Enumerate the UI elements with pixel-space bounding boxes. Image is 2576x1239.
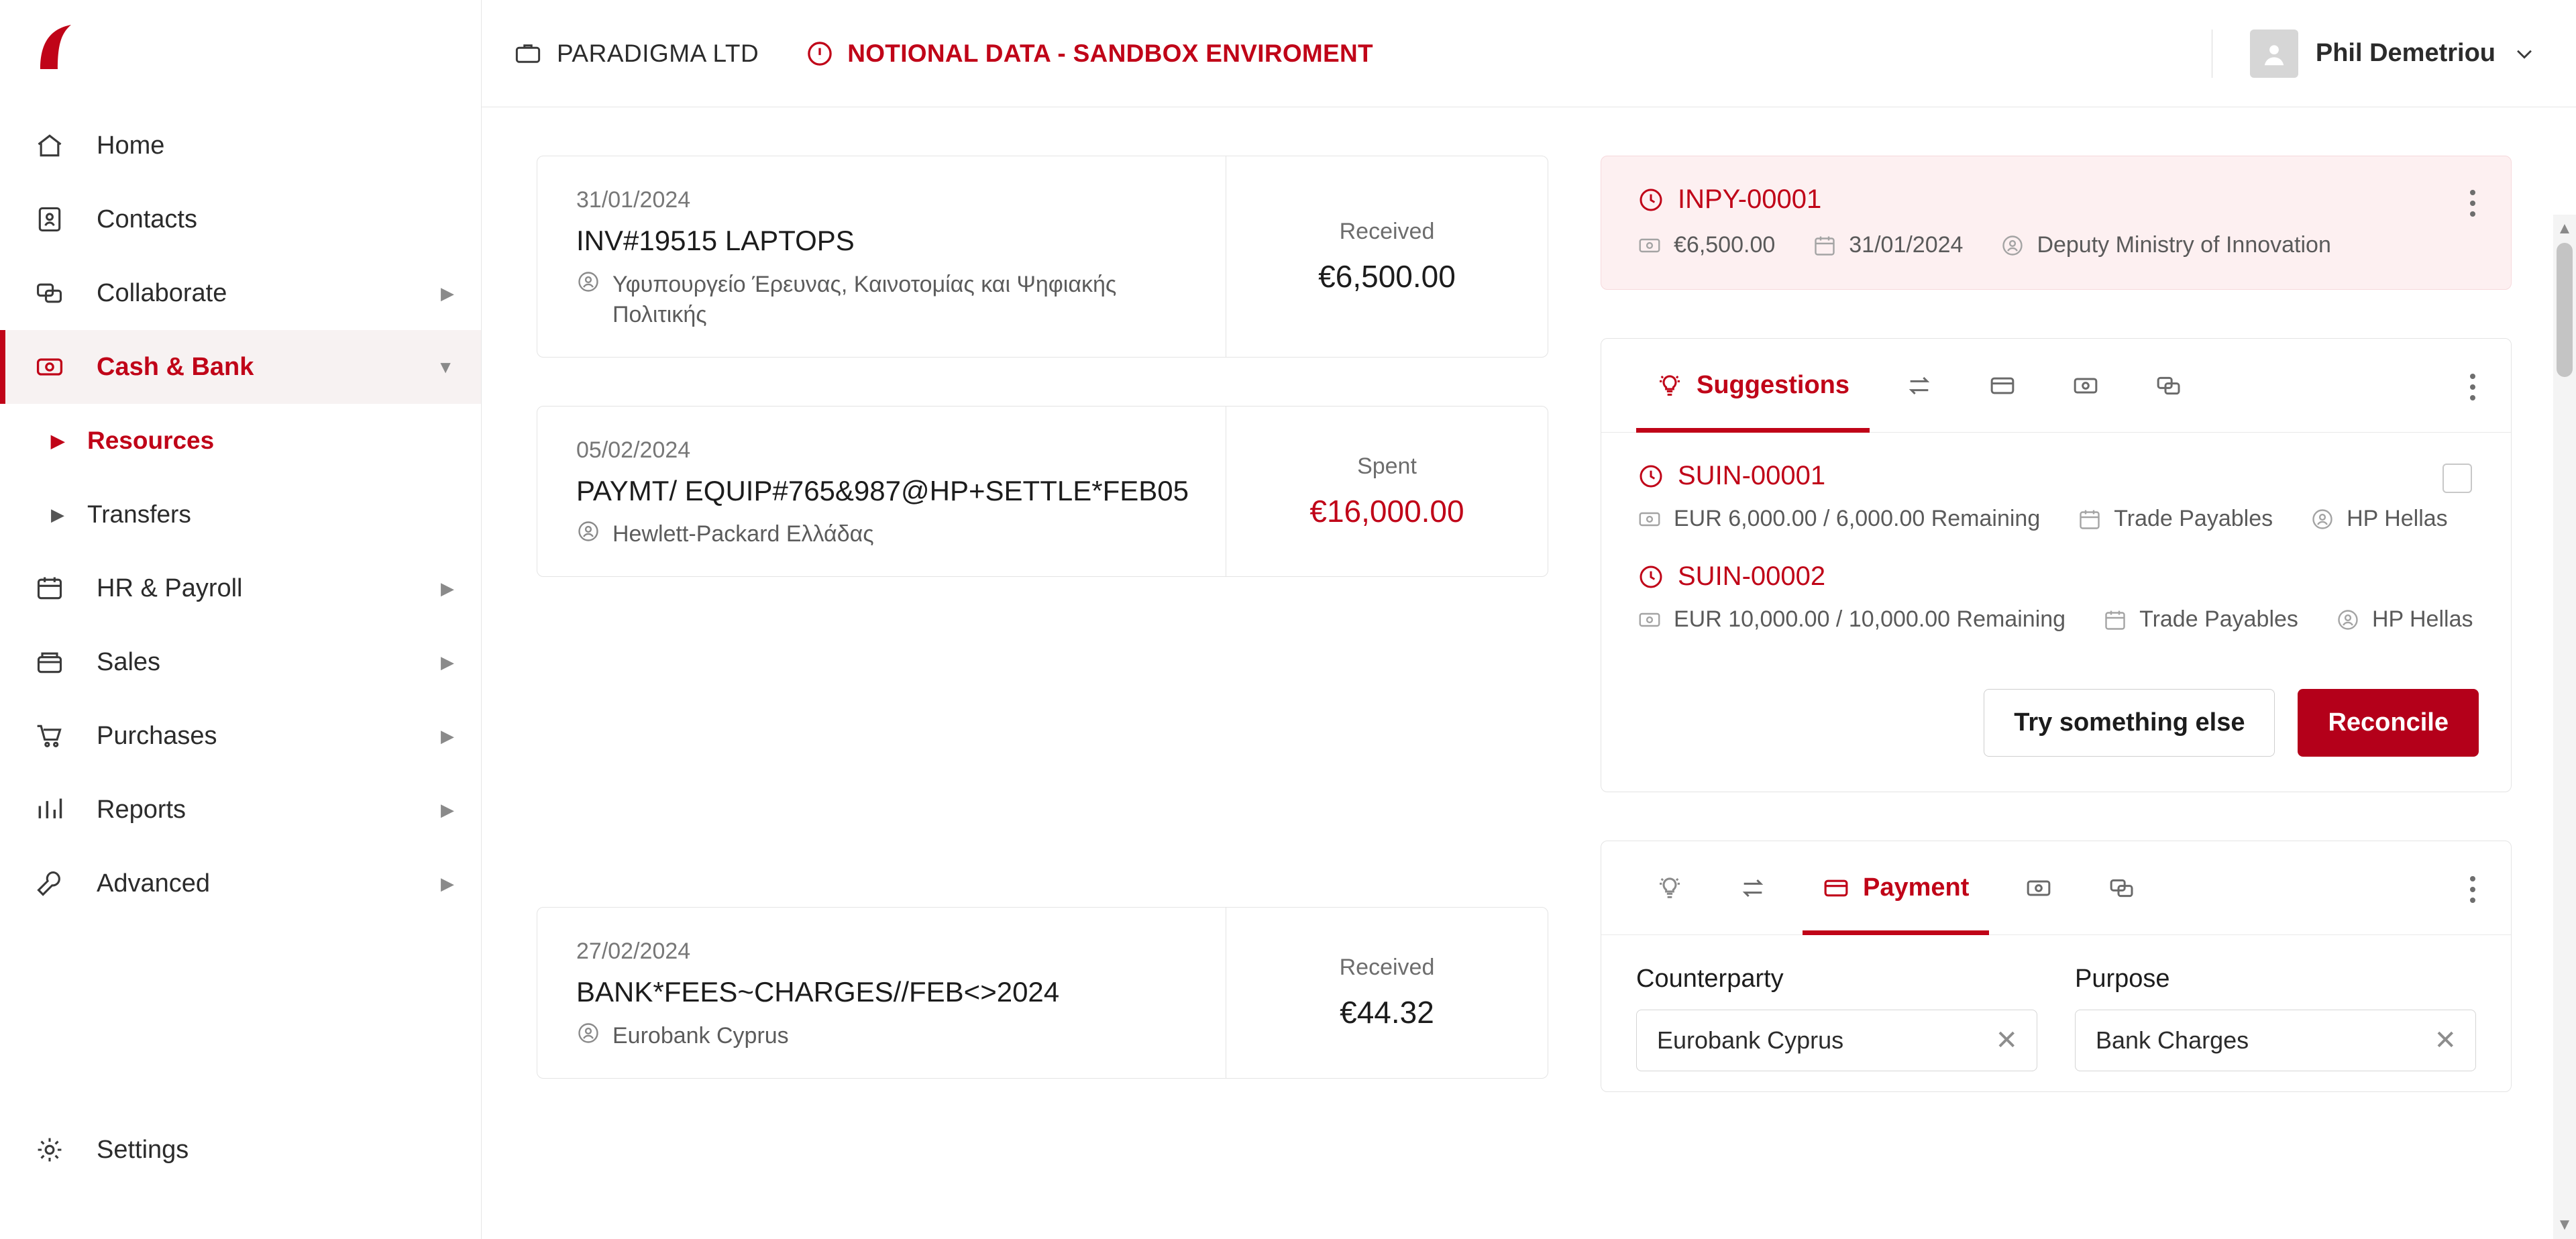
transaction-party bbox=[576, 519, 1191, 549]
suggestion-checkbox[interactable] bbox=[2443, 464, 2472, 493]
transaction-card[interactable] bbox=[537, 156, 1548, 358]
suggestions-actions bbox=[1601, 674, 2511, 792]
transaction-card[interactable] bbox=[537, 406, 1548, 578]
card-icon bbox=[1823, 875, 1849, 902]
money-icon bbox=[1638, 507, 1662, 531]
sidebar-item-label: Sales bbox=[97, 647, 161, 676]
matched-record-header bbox=[1638, 184, 2479, 215]
calendar-icon bbox=[2103, 608, 2127, 632]
tab-transfers[interactable] bbox=[1878, 339, 1961, 433]
organisation-name: PARADIGMA LTD bbox=[557, 39, 759, 67]
tab-chat[interactable] bbox=[2127, 339, 2210, 433]
counterparty-label: Counterparty bbox=[1636, 965, 1784, 993]
spacer bbox=[537, 625, 1548, 907]
money-icon bbox=[1638, 608, 1662, 632]
money-icon bbox=[2025, 875, 2052, 902]
sidebar-item-label: Cash & Bank bbox=[97, 352, 254, 381]
contacts-icon bbox=[35, 205, 74, 234]
triangle-right-icon: ▶ bbox=[51, 504, 64, 525]
sidebar-item-reports[interactable] bbox=[0, 773, 481, 847]
calendar-icon bbox=[1813, 233, 1837, 258]
transaction-party bbox=[576, 1021, 1191, 1051]
suggestions-icon bbox=[1656, 875, 1683, 902]
alert-circle-icon bbox=[806, 40, 834, 68]
advanced-icon bbox=[35, 869, 74, 898]
suggestion-category bbox=[2103, 606, 2298, 633]
counterparty-field-group bbox=[1636, 965, 2037, 1071]
matched-record-amount bbox=[1638, 232, 1775, 258]
kebab-menu-icon[interactable] bbox=[2461, 183, 2484, 223]
gear-icon bbox=[35, 1135, 74, 1165]
suggestion-counterparty bbox=[2336, 606, 2473, 633]
transaction-card[interactable] bbox=[537, 907, 1548, 1079]
person-icon bbox=[2336, 608, 2360, 632]
transaction-title: INV#19515 LAPTOPS bbox=[576, 225, 855, 256]
main-area bbox=[482, 0, 2576, 1239]
sidebar-item-settings[interactable] bbox=[0, 1113, 481, 1187]
scroll-up-arrow-icon[interactable]: ▲ bbox=[2557, 219, 2573, 237]
kebab-menu-icon[interactable] bbox=[2461, 367, 2484, 407]
company-logo[interactable] bbox=[35, 23, 76, 70]
purpose-field-group bbox=[2075, 965, 2476, 1071]
purpose-value: Bank Charges bbox=[2096, 1026, 2249, 1054]
transaction-party-name: Hewlett-Packard Ελλάδας bbox=[612, 521, 874, 547]
matched-record-code: INPY-00001 bbox=[1678, 184, 1822, 214]
transaction-details bbox=[537, 407, 1226, 577]
try-something-else-button[interactable]: Try something else bbox=[1984, 689, 2275, 757]
sidebar-item-cash-and-bank[interactable] bbox=[0, 330, 481, 404]
organisation-selector[interactable] bbox=[514, 40, 759, 68]
person-icon bbox=[2000, 233, 2025, 258]
transaction-amount: €44.32 bbox=[1340, 995, 1434, 1030]
transaction-amount: €6,500.00 bbox=[1318, 258, 1456, 294]
chevron-down-icon: ▼ bbox=[437, 356, 454, 377]
tab-label: Payment bbox=[1863, 873, 1970, 902]
sidebar-nav bbox=[0, 109, 481, 920]
suggestion-amount bbox=[1638, 606, 2065, 633]
transaction-amount: €16,000.00 bbox=[1309, 493, 1464, 529]
chat-icon bbox=[2108, 875, 2135, 902]
clock-icon bbox=[1638, 463, 1664, 490]
sidebar-item-home[interactable] bbox=[0, 109, 481, 182]
matched-record-date bbox=[1813, 232, 1963, 258]
suggestion-category-text: Trade Payables bbox=[2114, 506, 2273, 531]
card-icon bbox=[1989, 372, 2016, 399]
transfer-icon bbox=[1906, 372, 1933, 399]
triangle-right-icon: ▶ bbox=[51, 430, 64, 451]
person-icon bbox=[576, 270, 600, 294]
cash-bank-icon bbox=[35, 352, 74, 382]
sidebar-item-resources[interactable] bbox=[0, 404, 481, 478]
avatar bbox=[2250, 30, 2298, 78]
sales-icon bbox=[35, 647, 74, 677]
suggestion-counterparty bbox=[2310, 506, 2448, 532]
sidebar-item-label: Advanced bbox=[97, 869, 211, 898]
transaction-date: 05/02/2024 bbox=[576, 437, 691, 463]
chat-icon bbox=[2155, 372, 2182, 399]
sidebar-item-label: Collaborate bbox=[97, 278, 227, 307]
payment-tabs bbox=[1601, 841, 2511, 935]
briefcase-icon bbox=[514, 40, 542, 68]
suggestions-tabs bbox=[1601, 339, 2511, 433]
transaction-amount-block bbox=[1226, 407, 1548, 577]
payment-panel bbox=[1601, 841, 2512, 1092]
scrollbar-thumb[interactable] bbox=[2557, 243, 2573, 377]
reports-icon bbox=[35, 795, 74, 824]
scroll-down-arrow-icon[interactable]: ▼ bbox=[2557, 1216, 2573, 1234]
sidebar-item-label: Resources bbox=[87, 427, 215, 454]
suggestion-amount-text: EUR 6,000.00 / 6,000.00 Remaining bbox=[1674, 506, 2041, 531]
content-area bbox=[482, 107, 2576, 1239]
chevron-right-icon: ▶ bbox=[441, 873, 454, 894]
transaction-title: BANK*FEES~CHARGES//FEB<>2024 bbox=[576, 976, 1060, 1008]
clock-icon bbox=[1638, 563, 1664, 590]
matched-record-date-text: 31/01/2024 bbox=[1849, 232, 1964, 258]
sidebar-item-label: Transfers bbox=[87, 500, 191, 528]
reconcile-button[interactable]: Reconcile bbox=[2298, 689, 2479, 757]
clock-icon bbox=[1638, 186, 1664, 213]
purpose-input[interactable] bbox=[2075, 1010, 2476, 1071]
suggestion-item[interactable] bbox=[1638, 561, 2479, 633]
transaction-date: 31/01/2024 bbox=[576, 187, 691, 213]
kebab-menu-icon[interactable] bbox=[2461, 869, 2484, 910]
hr-payroll-icon bbox=[35, 574, 74, 603]
suggestions-icon bbox=[1656, 372, 1683, 399]
chevron-right-icon: ▶ bbox=[441, 282, 454, 303]
counterparty-input[interactable] bbox=[1636, 1010, 2037, 1071]
suggestion-code: SUIN-00002 bbox=[1678, 561, 1826, 591]
transaction-details bbox=[537, 908, 1226, 1078]
suggestion-category-text: Trade Payables bbox=[2139, 606, 2298, 632]
chevron-right-icon: ▶ bbox=[441, 725, 454, 746]
clear-icon[interactable]: ✕ bbox=[1995, 1026, 2018, 1055]
matched-record-counterparty bbox=[2000, 232, 2330, 258]
money-icon bbox=[1638, 233, 1662, 258]
suggestion-counterparty-text: HP Hellas bbox=[2347, 506, 2448, 531]
transfer-icon bbox=[1739, 875, 1766, 902]
sidebar-item-label: Purchases bbox=[97, 721, 217, 750]
purpose-label: Purpose bbox=[2075, 965, 2170, 993]
sidebar-item-contacts[interactable] bbox=[0, 182, 481, 256]
purchases-icon bbox=[35, 721, 74, 751]
sidebar-item-label: HR & Payroll bbox=[97, 574, 243, 602]
tab-suggestions[interactable] bbox=[1628, 841, 1711, 935]
transaction-direction: Received bbox=[1339, 955, 1435, 981]
suggestion-code: SUIN-00001 bbox=[1678, 461, 1826, 490]
chevron-right-icon: ▶ bbox=[441, 799, 454, 820]
user-menu[interactable] bbox=[2212, 30, 2536, 78]
user-name: Phil Demetriou bbox=[2315, 39, 2496, 67]
suggestion-category bbox=[2078, 506, 2273, 532]
transaction-details bbox=[537, 156, 1226, 357]
tab-payment[interactable] bbox=[1794, 841, 1997, 935]
tab-label: Suggestions bbox=[1697, 371, 1850, 399]
matched-record-amount-text: €6,500.00 bbox=[1674, 232, 1776, 258]
logo-wrap bbox=[0, 0, 481, 94]
sidebar-item-transfers[interactable] bbox=[0, 478, 481, 551]
tab-money[interactable] bbox=[1997, 841, 2080, 935]
suggestions-list bbox=[1601, 433, 2511, 674]
sandbox-banner-text: NOTIONAL DATA - SANDBOX ENVIROMENT bbox=[847, 39, 1373, 67]
suggestion-amount bbox=[1638, 506, 2040, 532]
transaction-party-name: Eurobank Cyprus bbox=[612, 1022, 789, 1048]
vertical-scrollbar[interactable] bbox=[2553, 215, 2576, 1239]
sidebar-item-advanced[interactable] bbox=[0, 847, 481, 920]
counterparty-value: Eurobank Cyprus bbox=[1657, 1026, 1844, 1054]
sidebar-item-label: Settings bbox=[97, 1135, 189, 1164]
home-icon bbox=[35, 131, 74, 160]
suggestion-item[interactable] bbox=[1638, 461, 2479, 532]
calendar-icon bbox=[2078, 507, 2102, 531]
clear-icon[interactable]: ✕ bbox=[2434, 1026, 2457, 1055]
person-icon bbox=[576, 519, 600, 543]
sidebar-item-label: Home bbox=[97, 131, 165, 160]
suggestion-counterparty-text: HP Hellas bbox=[2371, 606, 2473, 632]
transaction-direction: Spent bbox=[1357, 453, 1417, 479]
suggestions-panel bbox=[1601, 338, 2512, 792]
transaction-party bbox=[576, 270, 1191, 330]
chevron-right-icon: ▶ bbox=[441, 578, 454, 598]
payment-form bbox=[1601, 935, 2511, 1091]
transaction-title: PAYMT/ EQUIP#765&987@HP+SETTLE*FEB05 bbox=[576, 474, 1189, 506]
sidebar-item-sales[interactable] bbox=[0, 625, 481, 699]
sidebar-item-collaborate[interactable] bbox=[0, 256, 481, 330]
transaction-party-name: Υφυπουργείο Έρευνας, Καινοτομίας και Ψηφιακής Πολιτικής bbox=[612, 271, 1117, 327]
chevron-down-icon[interactable] bbox=[2513, 42, 2536, 65]
tab-money[interactable] bbox=[2044, 339, 2127, 433]
transaction-amount-block bbox=[1226, 156, 1548, 357]
chevron-right-icon: ▶ bbox=[441, 651, 454, 672]
person-icon bbox=[2310, 507, 2334, 531]
sidebar-item-hr-and-payroll[interactable] bbox=[0, 551, 481, 625]
tab-card[interactable] bbox=[1961, 339, 2044, 433]
money-icon bbox=[2072, 372, 2099, 399]
transaction-direction: Received bbox=[1339, 218, 1435, 244]
transaction-amount-block bbox=[1226, 908, 1548, 1078]
tab-transfers[interactable] bbox=[1711, 841, 1794, 935]
matched-record-panel[interactable] bbox=[1601, 156, 2512, 290]
tab-suggestions[interactable] bbox=[1628, 339, 1878, 433]
sidebar-item-label: Reports bbox=[97, 795, 186, 824]
topbar bbox=[482, 0, 2576, 107]
sandbox-banner bbox=[806, 40, 1373, 68]
sidebar-item-purchases[interactable] bbox=[0, 699, 481, 773]
matched-record-counterparty-text: Deputy Ministry of Innovation bbox=[2037, 232, 2331, 258]
matching-column bbox=[1548, 156, 2576, 1239]
transactions-column bbox=[482, 156, 1548, 1239]
sidebar-settings-row bbox=[0, 1113, 481, 1187]
sidebar-item-label: Contacts bbox=[97, 205, 197, 233]
tab-chat[interactable] bbox=[2080, 841, 2163, 935]
transaction-date: 27/02/2024 bbox=[576, 938, 691, 965]
collaborate-icon bbox=[35, 278, 74, 308]
person-icon bbox=[576, 1021, 600, 1045]
sidebar bbox=[0, 0, 482, 1239]
suggestion-amount-text: EUR 10,000.00 / 10,000.00 Remaining bbox=[1674, 606, 2066, 632]
